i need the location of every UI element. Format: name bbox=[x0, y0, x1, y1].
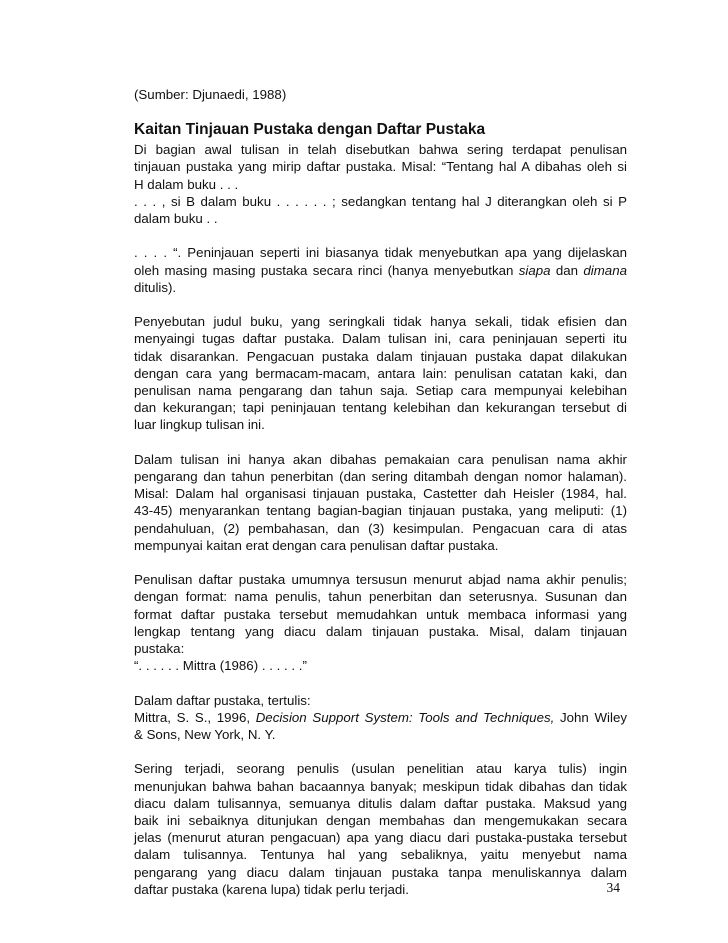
paragraph-7 bbox=[134, 760, 627, 898]
text-line bbox=[134, 262, 627, 279]
text-line: . . . , si B dalam buku . . . . . . ; sedangkan tentang hal J diterangkan oleh si P bbox=[134, 193, 627, 209]
paragraph-3 bbox=[134, 313, 627, 433]
paragraph-4 bbox=[134, 451, 627, 554]
text-line: . . . . “. Peninjauan seperti ini biasanya tidak menyebutkan apa yang dijelaskan bbox=[134, 245, 627, 261]
text-line: dalam buku . . bbox=[134, 211, 218, 227]
paragraph-6 bbox=[134, 692, 627, 744]
text-line: menyaingi tugas daftar pustaka. Dalam tulisan ini, cara peninjauan seperti itu bbox=[134, 331, 627, 347]
reference-entry bbox=[134, 709, 627, 726]
page-content bbox=[134, 86, 627, 915]
text-line: 43-45) menyarankan tentang bagian-bagian tinjauan pustaka, yang meliputi: (1) bbox=[134, 503, 627, 519]
text-line: pustaka: bbox=[134, 641, 185, 657]
text-line: dan kekurangan; tapi peninjauan tentang kelebihan dan kekurangan tersebut di bbox=[134, 400, 627, 416]
text-line: luar lingkup tulisan ini. bbox=[134, 417, 265, 433]
text-line: pengarang dan tahun penerbitan (dan sering ditambah dengan nomor halaman). bbox=[134, 469, 627, 485]
text-run: Mittra, S. S., 1996, bbox=[134, 709, 256, 725]
text-line: menunjukan bahwa bahan bacaannya banyak; meskipun tidak dibahas dan tidak bbox=[134, 778, 627, 794]
text-line: Dalam tulisan ini hanya akan dibahas pemakaian cara penulisan nama akhir bbox=[134, 451, 627, 467]
text-line: baik ini sebaiknya ditunjukan dengan membahas dan mengemukakan secara bbox=[134, 813, 627, 829]
text-line: “. . . . . . Mittra (1986) . . . . . .” bbox=[134, 658, 307, 674]
page-number: 34 bbox=[606, 880, 620, 895]
text-line: pendahuluan, (2) pembahasan, dan (3) kesimpulan. Pengacuan cara di atas bbox=[134, 520, 627, 536]
text-line: dengan format: nama penulis, tahun penerbitan dan seterusnya. Susunan dan bbox=[134, 589, 627, 605]
text-line: mempunyai kaitan erat dengan cara penulisan daftar pustaka. bbox=[134, 537, 499, 553]
emphasis-text: siapa bbox=[518, 262, 551, 278]
text-line: daftar pustaka (karena lupa) tidak perlu terjadi. bbox=[134, 881, 409, 897]
text-line: diacu dalam tulisannya, semuanya ditulis dalam daftar pustaka. Maksud yang bbox=[134, 795, 627, 811]
section-heading: Kaitan Tinjauan Pustaka dengan Daftar Pustaka bbox=[134, 121, 486, 139]
source-note: (Sumber: Djunaedi, 1988) bbox=[134, 87, 287, 102]
emphasis-text: dimana bbox=[583, 262, 627, 278]
reference-title: Decision Support System: Tools and Techniques, bbox=[255, 709, 555, 725]
text-line: tinjauan pustaka yang mirip daftar pustaka. Misal: “Tentang hal A dibahas oleh si bbox=[134, 159, 627, 175]
text-run: oleh masing masing pustaka secara rinci (hanya menyebutkan bbox=[134, 262, 519, 278]
text-line: Dalam daftar pustaka, tertulis: bbox=[134, 692, 311, 708]
paragraph-5 bbox=[134, 571, 627, 674]
text-line: lengkap tentang yang diacu dalam tinjauan pustaka. Misal, dalam tinjauan bbox=[134, 623, 627, 639]
text-line: format daftar pustaka tersebut memudahkan untuk membaca informasi yang bbox=[134, 606, 627, 622]
text-line: dengan cara yang bermacam-macam, antara lain: penulisan catatan kaki, dan bbox=[134, 365, 627, 381]
text-line: pengarang yang diacu dalam tinjauan pustaka tanpa menuliskannya dalam bbox=[134, 864, 627, 880]
text-line: penulisan nama pengarang dan tahun saja. Setiap cara mempunyai kelebihan bbox=[134, 383, 627, 399]
text-line: Di bagian awal tulisan in telah disebutkan bahwa sering terdapat penulisan bbox=[134, 142, 627, 158]
text-line: jelas (menurut aturan pengacuan) apa yang diacu dari pustaka-pustaka tersebut bbox=[134, 830, 627, 846]
text-line: Penyebutan judul buku, yang seringkali tidak hanya sekali, tidak efisien dan bbox=[134, 314, 627, 330]
text-line: Penulisan daftar pustaka umumnya tersusun menurut abjad nama akhir penulis; bbox=[134, 572, 627, 588]
text-line: H dalam buku . . . bbox=[134, 176, 239, 192]
text-line: tidak disarankan. Pengacuan pustaka dalam tinjauan pustaka dapat dilakukan bbox=[134, 348, 627, 364]
text-line: ditulis). bbox=[134, 279, 177, 295]
text-line: Sering terjadi, seorang penulis (usulan penelitian atau karya tulis) ingin bbox=[134, 761, 627, 777]
text-run: John Wiley bbox=[554, 709, 627, 725]
paragraph-2 bbox=[134, 244, 627, 296]
text-run: dan bbox=[550, 262, 584, 278]
paragraph-1 bbox=[134, 141, 627, 227]
text-line: & Sons, New York, N. Y. bbox=[134, 727, 276, 743]
text-line: dalam tulisannya. Tentunya hal yang sebaliknya, yaitu menyebut nama bbox=[134, 847, 627, 863]
text-line: Misal: Dalam hal organisasi tinjauan pustaka, Castetter dah Heisler (1984, hal. bbox=[134, 486, 627, 502]
